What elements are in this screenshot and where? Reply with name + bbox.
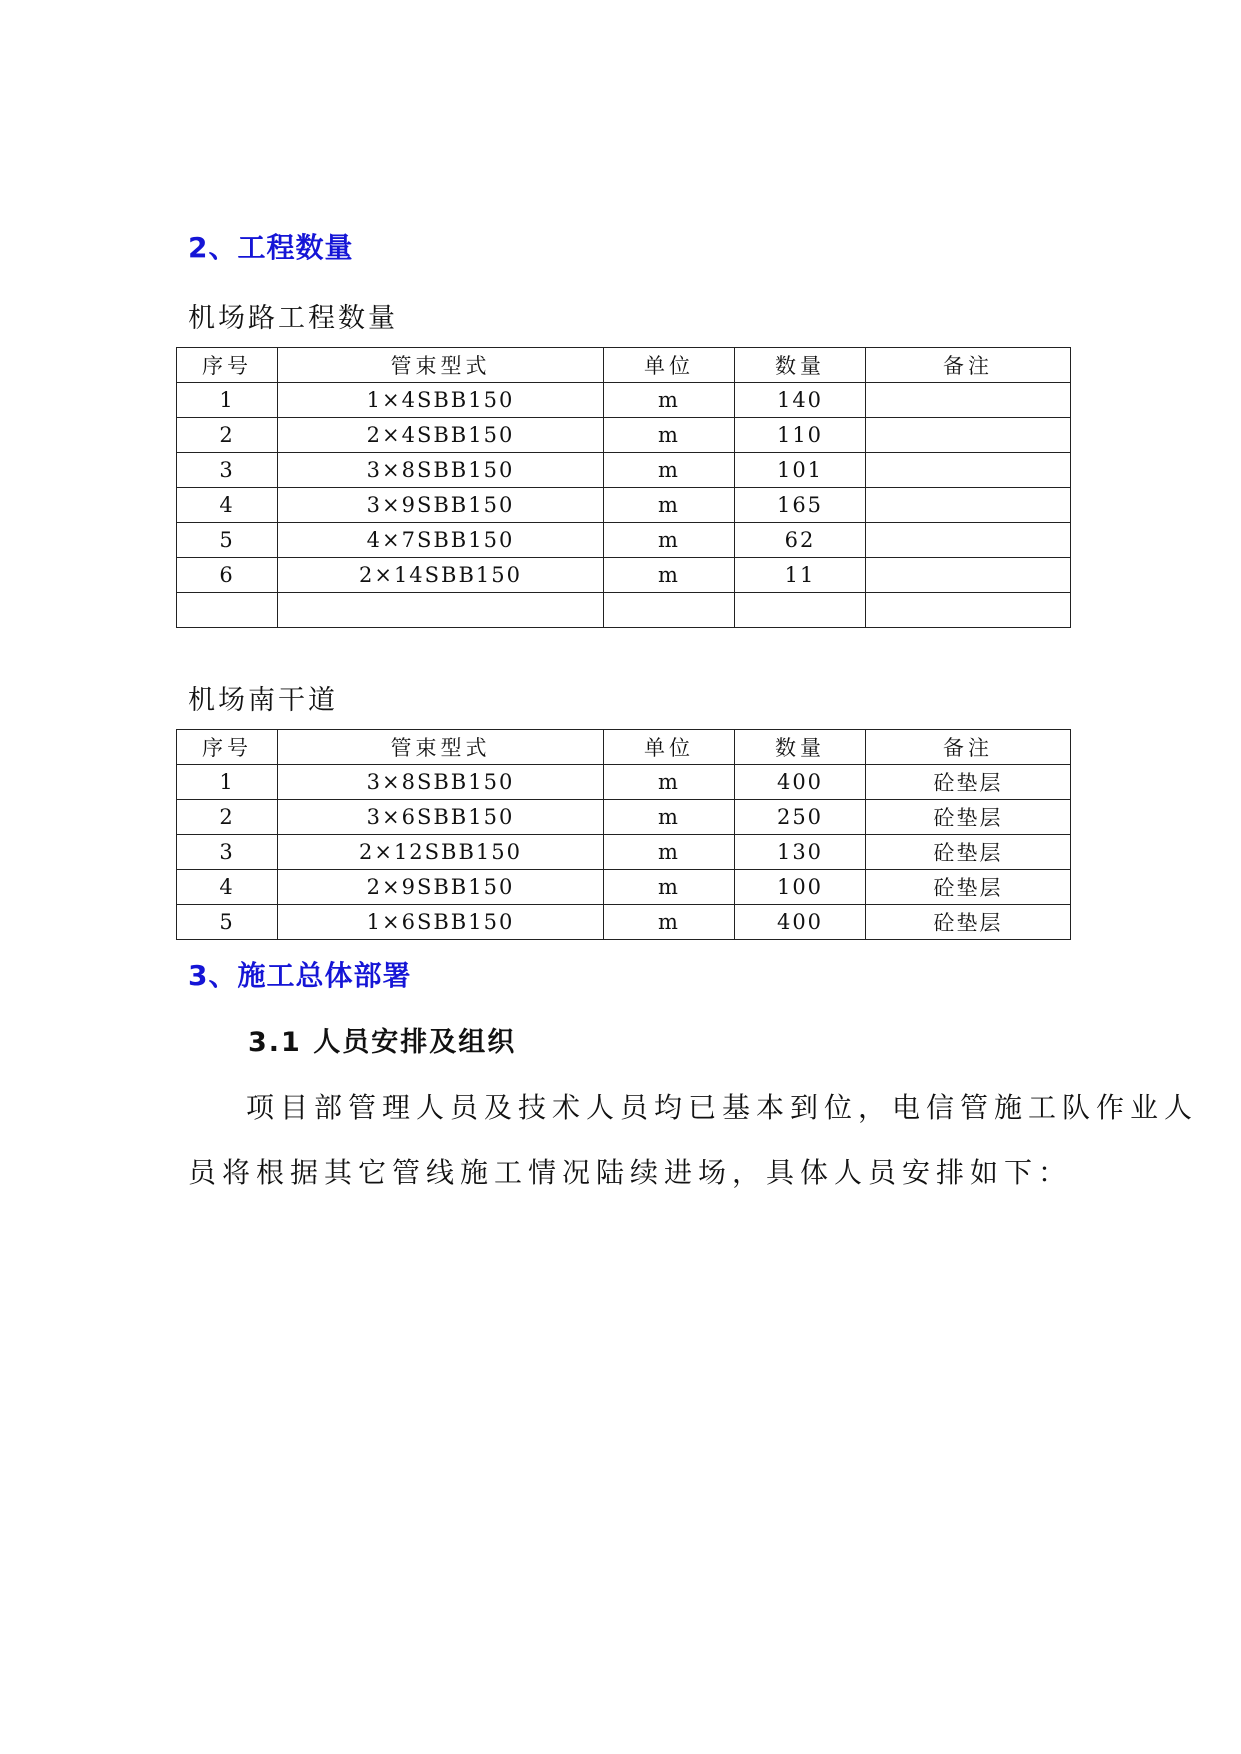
section-3-heading: 3、施工总体部署 <box>188 959 412 992</box>
table-header-row <box>177 348 1071 383</box>
cell-quantity: 11 <box>735 558 866 593</box>
cell-remark <box>866 558 1071 593</box>
cell-index: 5 <box>177 905 278 940</box>
header-cell-index: 序号 <box>177 730 278 765</box>
header-cell-quantity: 数量 <box>735 348 866 383</box>
cell-spec: 2×12SBB150 <box>278 835 604 870</box>
table-row <box>177 418 1071 453</box>
cell-index <box>177 593 278 628</box>
table-row <box>177 835 1071 870</box>
cell-index: 4 <box>177 488 278 523</box>
cell-spec: 2×4SBB150 <box>278 418 604 453</box>
cell-spec: 2×14SBB150 <box>278 558 604 593</box>
cell-remark <box>866 593 1071 628</box>
cell-quantity: 400 <box>735 765 866 800</box>
cell-unit: m <box>604 800 735 835</box>
cell-remark <box>866 453 1071 488</box>
header-cell-spec: 管束型式 <box>278 730 604 765</box>
cell-quantity: 140 <box>735 383 866 418</box>
table-row <box>177 453 1071 488</box>
cell-index: 5 <box>177 523 278 558</box>
cell-remark: 砼垫层 <box>866 800 1071 835</box>
cell-unit: m <box>604 905 735 940</box>
header-cell-quantity: 数量 <box>735 730 866 765</box>
cell-spec: 3×8SBB150 <box>278 453 604 488</box>
cell-spec: 3×8SBB150 <box>278 765 604 800</box>
cell-unit: m <box>604 870 735 905</box>
cell-quantity <box>735 593 866 628</box>
table-row <box>177 488 1071 523</box>
cell-unit: m <box>604 558 735 593</box>
table-1-caption: 机场路工程数量 <box>188 303 398 334</box>
cell-quantity: 110 <box>735 418 866 453</box>
cell-remark: 砼垫层 <box>866 870 1071 905</box>
section-2-heading: 2、工程数量 <box>188 231 354 264</box>
cell-index: 3 <box>177 453 278 488</box>
cell-remark <box>866 523 1071 558</box>
cell-index: 1 <box>177 383 278 418</box>
table-row <box>177 765 1071 800</box>
cell-quantity: 250 <box>735 800 866 835</box>
cell-spec: 4×7SBB150 <box>278 523 604 558</box>
header-cell-unit: 单位 <box>604 348 735 383</box>
cell-quantity: 62 <box>735 523 866 558</box>
table-row <box>177 870 1071 905</box>
cell-index: 2 <box>177 418 278 453</box>
cell-remark <box>866 488 1071 523</box>
cell-index: 4 <box>177 870 278 905</box>
cell-index: 3 <box>177 835 278 870</box>
cell-index: 2 <box>177 800 278 835</box>
cell-remark <box>866 383 1071 418</box>
table-row <box>177 905 1071 940</box>
paragraph-line-1: 项目部管理人员及技术人员均已基本到位，电信管施工队作业人 <box>246 1091 1199 1124</box>
table-row <box>177 558 1071 593</box>
cell-spec: 3×9SBB150 <box>278 488 604 523</box>
cell-index: 1 <box>177 765 278 800</box>
cell-remark: 砼垫层 <box>866 835 1071 870</box>
cell-unit: m <box>604 523 735 558</box>
header-cell-remark: 备注 <box>866 348 1071 383</box>
cell-unit: m <box>604 453 735 488</box>
cell-remark <box>866 418 1071 453</box>
table-row-empty <box>177 593 1071 628</box>
cell-quantity: 100 <box>735 870 866 905</box>
cell-unit: m <box>604 765 735 800</box>
cell-spec: 1×4SBB150 <box>278 383 604 418</box>
paragraph-line-2: 员将根据其它管线施工情况陆续进场，具体人员安排如下： <box>188 1156 1073 1189</box>
header-cell-remark: 备注 <box>866 730 1071 765</box>
cell-quantity: 130 <box>735 835 866 870</box>
cell-quantity: 400 <box>735 905 866 940</box>
quantity-table-south-trunk-road <box>176 729 1071 940</box>
header-cell-unit: 单位 <box>604 730 735 765</box>
cell-remark: 砼垫层 <box>866 905 1071 940</box>
cell-unit: m <box>604 835 735 870</box>
quantity-table-airport-road <box>176 347 1071 628</box>
subsection-3-1-heading: 3.1 人员安排及组织 <box>248 1027 517 1058</box>
table-header-row <box>177 730 1071 765</box>
table-row <box>177 523 1071 558</box>
cell-spec: 2×9SBB150 <box>278 870 604 905</box>
cell-unit: m <box>604 488 735 523</box>
cell-quantity: 165 <box>735 488 866 523</box>
cell-index: 6 <box>177 558 278 593</box>
header-cell-spec: 管束型式 <box>278 348 604 383</box>
cell-remark: 砼垫层 <box>866 765 1071 800</box>
table-2-caption: 机场南干道 <box>188 685 338 716</box>
cell-unit <box>604 593 735 628</box>
cell-unit: m <box>604 418 735 453</box>
cell-quantity: 101 <box>735 453 866 488</box>
table-row <box>177 800 1071 835</box>
header-cell-index: 序号 <box>177 348 278 383</box>
cell-unit: m <box>604 383 735 418</box>
cell-spec: 3×6SBB150 <box>278 800 604 835</box>
table-row <box>177 383 1071 418</box>
cell-spec: 1×6SBB150 <box>278 905 604 940</box>
cell-spec <box>278 593 604 628</box>
